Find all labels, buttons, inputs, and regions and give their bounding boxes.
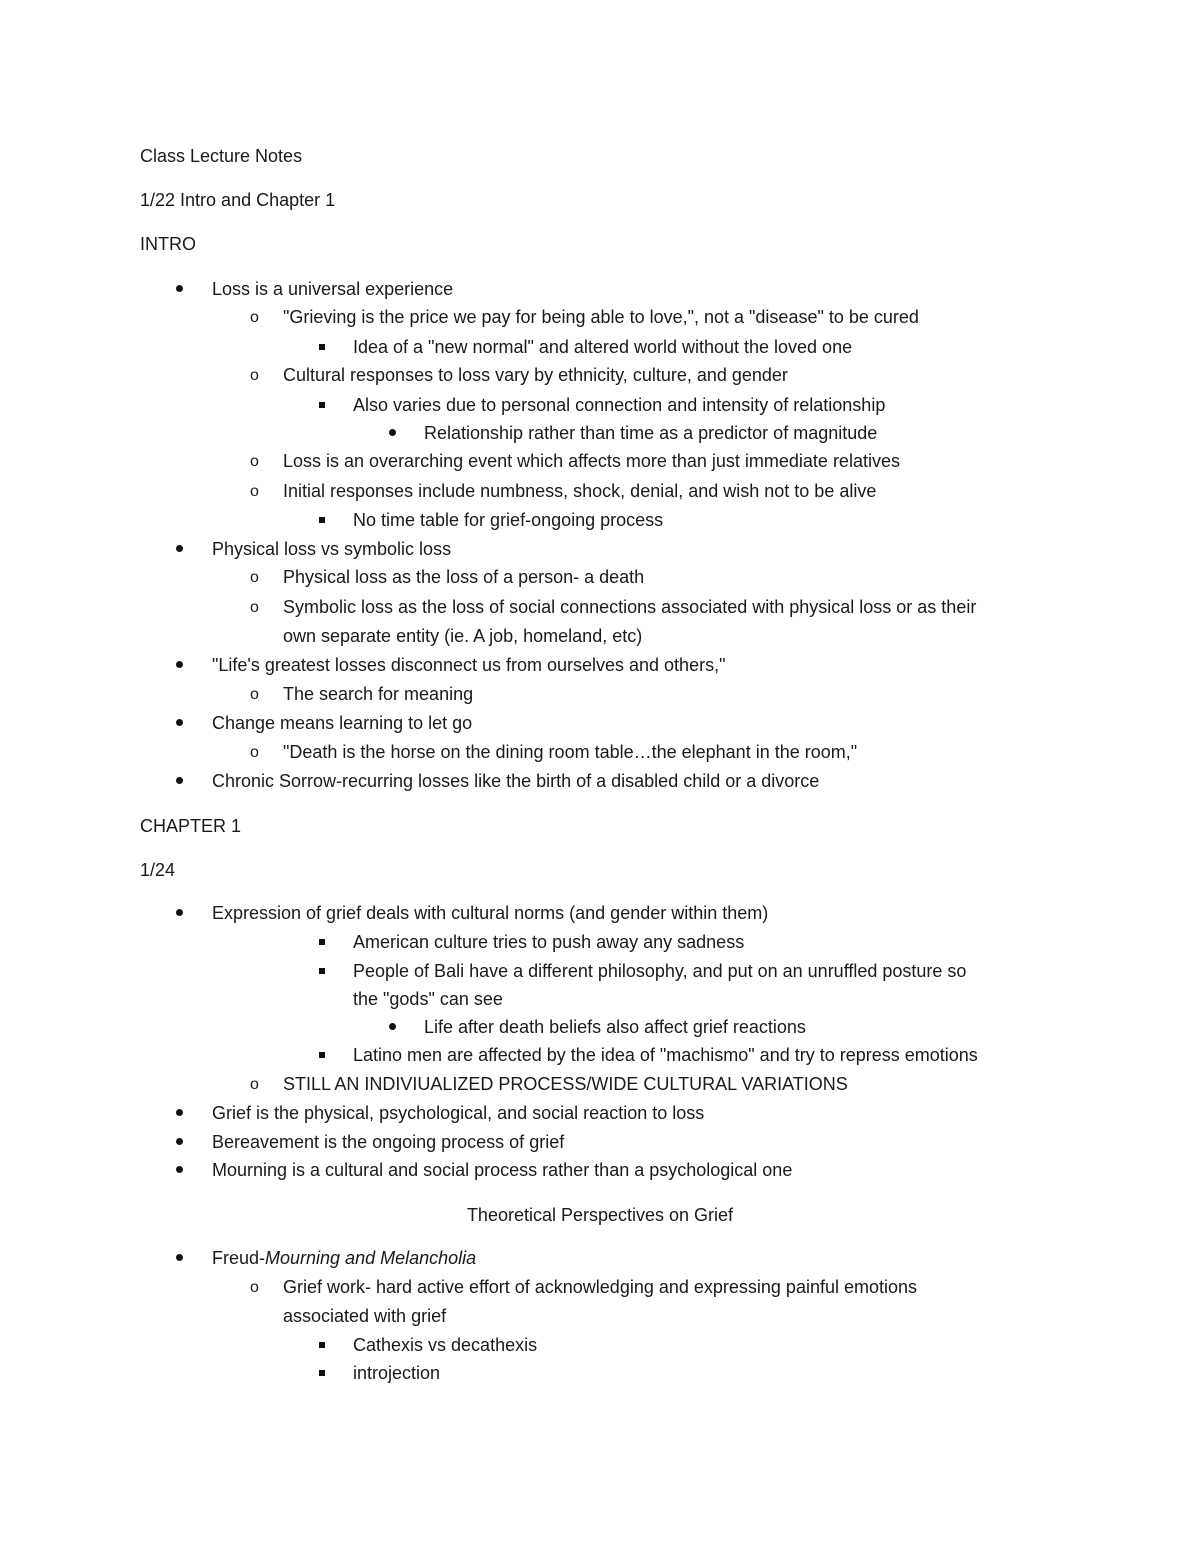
list-item: Initial responses include numbness, shock, denial, and wish not to be alive <box>283 481 877 501</box>
list-item: Relationship rather than time as a predictor of magnitude <box>424 423 878 443</box>
list-item: Life after death beliefs also affect grief reactions <box>424 1017 806 1037</box>
bullet-dot <box>176 661 183 668</box>
list-item: Bereavement is the ongoing process of grief <box>212 1132 565 1152</box>
bullet-circle: o <box>250 744 259 761</box>
list-item: STILL AN INDIVIUALIZED PROCESS/WIDE CULTURAL VARIATIONS <box>283 1074 848 1094</box>
bullet-dot <box>176 285 183 292</box>
list-item: Mourning is a cultural and social process rather than a psychological one <box>212 1160 793 1180</box>
freud-prefix: Freud- <box>212 1248 266 1268</box>
list-item: American culture tries to push away any sadness <box>353 932 745 952</box>
bullet-dot <box>176 1138 183 1145</box>
bullet-dot <box>176 1109 183 1116</box>
date-heading-1: 1/22 Intro and Chapter 1 <box>140 190 336 210</box>
bullet-square <box>319 1370 325 1376</box>
list-item: "Life's greatest losses disconnect us from ourselves and others," <box>212 655 726 675</box>
bullet-dot <box>176 719 183 726</box>
list-item: Loss is a universal experience <box>212 279 454 299</box>
bullet-dot <box>389 429 396 436</box>
list-item: The search for meaning <box>283 684 474 704</box>
list-item: No time table for grief-ongoing process <box>353 510 664 530</box>
bullet-circle: o <box>250 453 259 470</box>
list-item-freud <box>212 1247 476 1269</box>
bullet-circle: o <box>250 1076 259 1093</box>
list-item: Expression of grief deals with cultural norms (and gender within them) <box>212 903 769 923</box>
document-title: Class Lecture Notes <box>140 146 303 166</box>
list-item: Loss is an overarching event which affects more than just immediate relatives <box>283 451 900 471</box>
bullet-dot <box>176 1166 183 1173</box>
bullet-dot <box>176 1254 183 1261</box>
freud-title: Mourning and Melancholia <box>265 1248 477 1268</box>
list-item: Physical loss as the loss of a person- a death <box>283 567 645 587</box>
bullet-dot <box>176 909 183 916</box>
bullet-dot <box>176 545 183 552</box>
list-item: Cathexis vs decathexis <box>353 1335 538 1355</box>
list-item: Change means learning to let go <box>212 713 473 733</box>
list-item: Grief is the physical, psychological, and social reaction to loss <box>212 1103 705 1123</box>
bullet-circle: o <box>250 309 259 326</box>
bullet-circle: o <box>250 483 259 500</box>
list-item: Also varies due to personal connection and intensity of relationship <box>353 395 886 415</box>
bullet-circle: o <box>250 367 259 384</box>
bullet-dot <box>176 777 183 784</box>
section-heading-intro: INTRO <box>140 234 196 254</box>
bullet-square <box>319 939 325 945</box>
list-item: Idea of a "new normal" and altered world without the loved one <box>353 337 853 357</box>
list-item: Latino men are affected by the idea of "machismo" and try to repress emotions <box>353 1045 978 1065</box>
list-item: introjection <box>353 1363 441 1383</box>
list-item: Physical loss vs symbolic loss <box>212 539 452 559</box>
bullet-square <box>319 968 325 974</box>
list-item: Cultural responses to loss vary by ethnicity, culture, and gender <box>283 365 788 385</box>
bullet-square <box>319 402 325 408</box>
bullet-circle: o <box>250 686 259 703</box>
section-heading-chapter: CHAPTER 1 <box>140 816 242 836</box>
bullet-square <box>319 1052 325 1058</box>
section-heading-theory: Theoretical Perspectives on Grief <box>466 1205 734 1225</box>
date-heading-2: 1/24 <box>140 860 176 880</box>
bullet-square <box>319 517 325 523</box>
list-item-continuation: associated with grief <box>283 1306 447 1326</box>
bullet-circle: o <box>250 1279 259 1296</box>
list-item-continuation: the "gods" can see <box>353 989 503 1009</box>
list-item: Grief work- hard active effort of acknowledging and expressing painful emotions <box>283 1277 918 1297</box>
list-item-continuation: own separate entity (ie. A job, homeland, etc) <box>283 626 643 646</box>
bullet-circle: o <box>250 569 259 586</box>
bullet-circle: o <box>250 599 259 616</box>
bullet-square <box>319 344 325 350</box>
list-item: "Death is the horse on the dining room table…the elephant in the room," <box>283 742 858 762</box>
list-item: "Grieving is the price we pay for being able to love,", not a "disease" to be cured <box>283 307 919 327</box>
list-item: People of Bali have a different philosophy, and put on an unruffled posture so <box>353 961 967 981</box>
bullet-dot <box>389 1023 396 1030</box>
bullet-square <box>319 1342 325 1348</box>
list-item: Chronic Sorrow-recurring losses like the birth of a disabled child or a divorce <box>212 771 820 791</box>
list-item: Symbolic loss as the loss of social connections associated with physical loss or as their <box>283 597 977 617</box>
